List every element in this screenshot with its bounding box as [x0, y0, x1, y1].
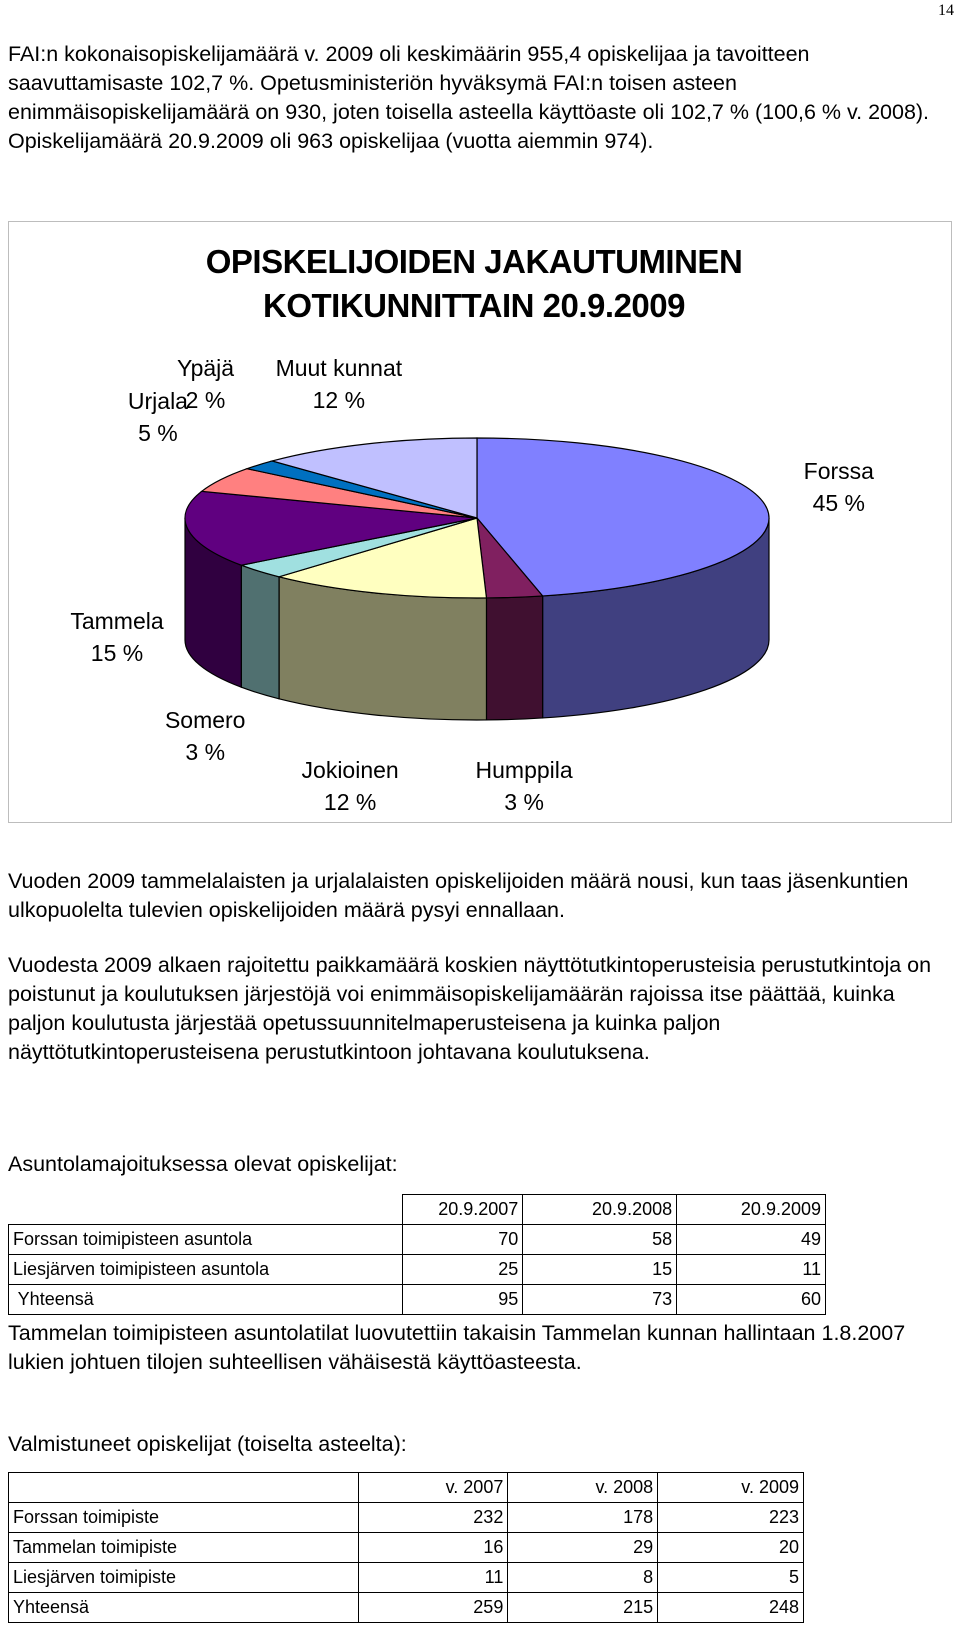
table-cell: 25	[403, 1255, 523, 1285]
chart-title-line-2: KOTIKUNNITTAIN 20.9.2009	[263, 287, 685, 324]
slice-label-value: 2 %	[185, 387, 226, 413]
slice-label-name: Humppila	[475, 757, 573, 783]
table-header-cell	[9, 1195, 403, 1225]
table-cell: 11	[358, 1563, 508, 1593]
table-row	[9, 1255, 826, 1285]
slice-label-name: Urjala	[127, 387, 188, 414]
table-cell: 215	[508, 1593, 658, 1623]
table2-caption: Valmistuneet opiskelijat (toiselta asteelta):	[8, 1432, 407, 1456]
slice-label-value: 3 %	[504, 789, 544, 815]
table-cell: 5	[658, 1563, 804, 1593]
page-number: 14	[938, 2, 954, 19]
slice-label-humppila	[476, 754, 573, 818]
table-header-cell: 20.9.2008	[523, 1195, 677, 1225]
table-cell: 178	[508, 1503, 658, 1533]
table-header-row	[9, 1473, 804, 1503]
table-cell: 58	[523, 1225, 677, 1255]
slice-label-somero	[165, 704, 246, 768]
slice-label-name: Jokioinen	[301, 757, 399, 783]
table-header-cell: v. 2008	[508, 1473, 658, 1503]
slice-label-name: Tammela	[70, 608, 164, 635]
table-cell: 248	[658, 1593, 804, 1623]
table-cell: 15	[523, 1255, 677, 1285]
table-cell: 11	[677, 1255, 826, 1285]
table-cell: Forssan toimipiste	[9, 1503, 359, 1533]
pie-side-somero	[241, 565, 279, 699]
table-cell: Liesjärven toimipiste	[9, 1563, 359, 1593]
table-cell: 60	[677, 1285, 826, 1315]
slice-label-ypäjä	[177, 352, 234, 416]
table-cell: Liesjärven toimipisteen asuntola	[9, 1255, 403, 1285]
table-row	[9, 1563, 804, 1593]
pie-chart	[8, 221, 952, 823]
dormitory-table	[8, 1194, 826, 1315]
slice-label-value: 45 %	[812, 489, 866, 516]
intro-paragraph: FAI:n kokonaisopiskelijamäärä v. 2009 oli keskimäärin 955,4 opiskelijaa ja tavoitteen saavuttamisaste 102,7 %. Opetusministeriön hyväksymä FAI:n toisen asteen enimmäisopiskelijamäärä on 930, joten toisella asteella käyttöaste oli 102,7 % (100,6 % v. 2008). Opiskelijamäärä 20.9.2009 oli 963 opiskelijaa (vuotta aiemmin 974).	[8, 42, 930, 153]
pie-side-humppila	[486, 596, 542, 720]
table-header-cell: v. 2007	[358, 1473, 508, 1503]
slice-label-value: 12 %	[312, 387, 366, 413]
table-header-cell: 20.9.2007	[403, 1195, 523, 1225]
slice-label-forssa	[804, 455, 874, 519]
paragraph-2: Vuoden 2009 tammelalaisten ja urjalalaisten opiskelijoiden määrä nousi, kun taas jäsenkuntien ulkopuolelta tulevien opiskelijoiden määrä pysyi ennallaan.	[8, 869, 909, 922]
table-row	[9, 1593, 804, 1623]
slice-label-tammela	[70, 605, 163, 669]
table-header-cell	[9, 1473, 359, 1503]
table-cell: Yhteensä	[9, 1285, 403, 1315]
table-cell: Forssan toimipisteen asuntola	[9, 1225, 403, 1255]
table-cell: Tammelan toimipiste	[9, 1533, 359, 1563]
table-cell: 29	[508, 1533, 658, 1563]
slice-label-value: 5 %	[138, 419, 178, 446]
slice-label-muut-kunnat	[276, 352, 403, 416]
slice-label-name: Forssa	[803, 457, 874, 484]
table-cell: 73	[523, 1285, 677, 1315]
pie-svg	[9, 222, 951, 822]
slice-label-name: Ypäjä	[176, 355, 235, 381]
table-row	[9, 1225, 826, 1255]
table1-caption: Asuntolamajoituksessa olevat opiskelijat:	[8, 1152, 398, 1176]
table-row	[9, 1285, 826, 1315]
slice-label-name: Muut kunnat	[275, 355, 403, 381]
table-header-cell: v. 2009	[658, 1473, 804, 1503]
slice-label-value: 12 %	[323, 789, 377, 815]
table-cell: 259	[358, 1593, 508, 1623]
paragraph-3: Vuodesta 2009 alkaen rajoitettu paikkamäärä koskien näyttötutkintoperusteisia perustutkintoja on poistunut ja koulutuksen järjestöjä voi enimmäisopiskelijamäärän rajoissa itse päättää, kuinka paljon koulutusta järjestää opetussuunnitelmaperusteisena ja kuinka paljon näyttötutkintoperusteisena perustutkintoon johtavana koulutuksena.	[8, 953, 932, 1064]
table-cell: Yhteensä	[9, 1593, 359, 1623]
slice-label-jokioinen	[302, 754, 399, 818]
table-cell: 232	[358, 1503, 508, 1533]
table-cell: 70	[403, 1225, 523, 1255]
table-cell: 20	[658, 1533, 804, 1563]
graduates-table	[8, 1472, 804, 1623]
table-header-cell: 20.9.2009	[677, 1195, 826, 1225]
paragraph-4: Tammelan toimipisteen asuntolatilat luovutettiin takaisin Tammelan kunnan hallintaan 1.8.2007 lukien johtuen tilojen suhteellisen vähäisestä käyttöasteesta.	[8, 1321, 906, 1374]
table-cell: 8	[508, 1563, 658, 1593]
table-cell: 223	[658, 1503, 804, 1533]
chart-title-line-1: OPISKELIJOIDEN JAKAUTUMINEN	[205, 243, 743, 280]
table-cell: 49	[677, 1225, 826, 1255]
table-cell: 95	[403, 1285, 523, 1315]
slice-label-value: 3 %	[185, 739, 226, 766]
slice-label-name: Somero	[164, 707, 246, 734]
slice-label-value: 15 %	[90, 640, 144, 667]
table-row	[9, 1533, 804, 1563]
table-header-row	[9, 1195, 826, 1225]
table-cell: 16	[358, 1533, 508, 1563]
table-row	[9, 1503, 804, 1533]
